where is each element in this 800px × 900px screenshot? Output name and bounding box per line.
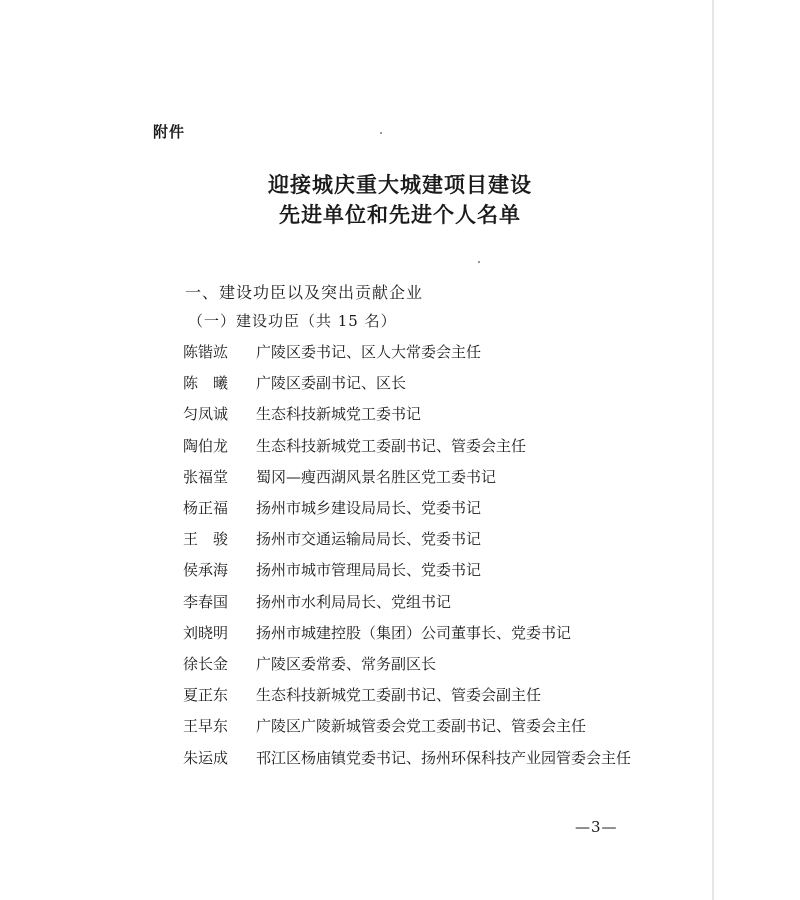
honoree-role: 广陵区广陵新城管委会党工委副书记、管委会主任 xyxy=(256,717,587,736)
honoree-role: 生态科技新城党工委副书记、管委会副主任 xyxy=(256,686,542,705)
list-item xyxy=(183,618,646,649)
list-item xyxy=(183,649,646,680)
list-item xyxy=(183,555,646,586)
scan-dot xyxy=(478,261,480,263)
honoree-role: 生态科技新城党工委书记 xyxy=(256,405,422,424)
section-heading: 一、建设功臣以及突出贡献企业 xyxy=(185,283,424,302)
honoree-name: 张福堂 xyxy=(183,467,229,486)
honoree-list xyxy=(183,337,646,774)
honoree-role: 扬州市城建控股（集团）公司董事长、党委书记 xyxy=(256,623,572,642)
honoree-role: 邗江区杨庙镇党委书记、扬州环保科技产业园管委会主任 xyxy=(256,748,632,767)
honoree-role: 扬州市交通运输局局长、党委书记 xyxy=(256,530,482,549)
honoree-role: 扬州市城市管理局局长、党委书记 xyxy=(256,561,482,580)
list-item xyxy=(183,493,646,524)
list-item xyxy=(183,743,646,774)
title-line-1: 迎接城庆重大城建项目建设 xyxy=(268,172,532,197)
honoree-name: 陈锴竑 xyxy=(183,343,229,361)
honoree-role: 生态科技新城党工委副书记、管委会主任 xyxy=(256,436,527,455)
list-item xyxy=(183,711,646,742)
list-item xyxy=(183,462,646,493)
honoree-role: 广陵区委常委、常务副区长 xyxy=(256,655,437,674)
list-item xyxy=(183,587,646,618)
list-item xyxy=(183,368,646,399)
title-line-2: 先进单位和先进个人名单 xyxy=(279,202,521,227)
scan-dot xyxy=(380,132,382,134)
honoree-role: 蜀冈—瘦西湖风景名胜区党工委书记 xyxy=(256,467,497,486)
list-item xyxy=(183,431,646,462)
subsection-heading: （一）建设功臣（共 15 名） xyxy=(188,312,397,330)
list-item xyxy=(183,337,646,368)
honoree-name: 侯承海 xyxy=(183,561,229,580)
honoree-name: 陈曦 xyxy=(183,374,244,393)
scan-edge xyxy=(712,0,714,900)
honoree-name: 李春国 xyxy=(183,592,229,611)
honoree-name: 王早东 xyxy=(183,717,229,736)
document-title xyxy=(0,170,800,230)
attachment-label: 附件 xyxy=(153,123,186,141)
list-item xyxy=(183,524,646,555)
honoree-name: 杨正福 xyxy=(183,499,229,518)
list-item xyxy=(183,680,646,711)
page-number: —3— xyxy=(575,818,618,836)
honoree-role: 广陵区委书记、区人大常委会主任 xyxy=(256,343,482,361)
honoree-role: 扬州市城乡建设局局长、党委书记 xyxy=(256,499,482,518)
honoree-name: 王骏 xyxy=(183,530,244,549)
honoree-role: 扬州市水利局局长、党组书记 xyxy=(256,592,452,611)
honoree-name: 夏正东 xyxy=(183,686,229,705)
honoree-role: 广陵区委副书记、区长 xyxy=(256,374,407,393)
honoree-name: 匀凤诚 xyxy=(183,405,229,424)
honoree-name: 朱运成 xyxy=(183,748,229,767)
honoree-name: 徐长金 xyxy=(183,655,229,674)
honoree-name: 刘晓明 xyxy=(183,623,229,642)
list-item xyxy=(183,399,646,430)
honoree-name: 陶伯龙 xyxy=(183,436,229,455)
